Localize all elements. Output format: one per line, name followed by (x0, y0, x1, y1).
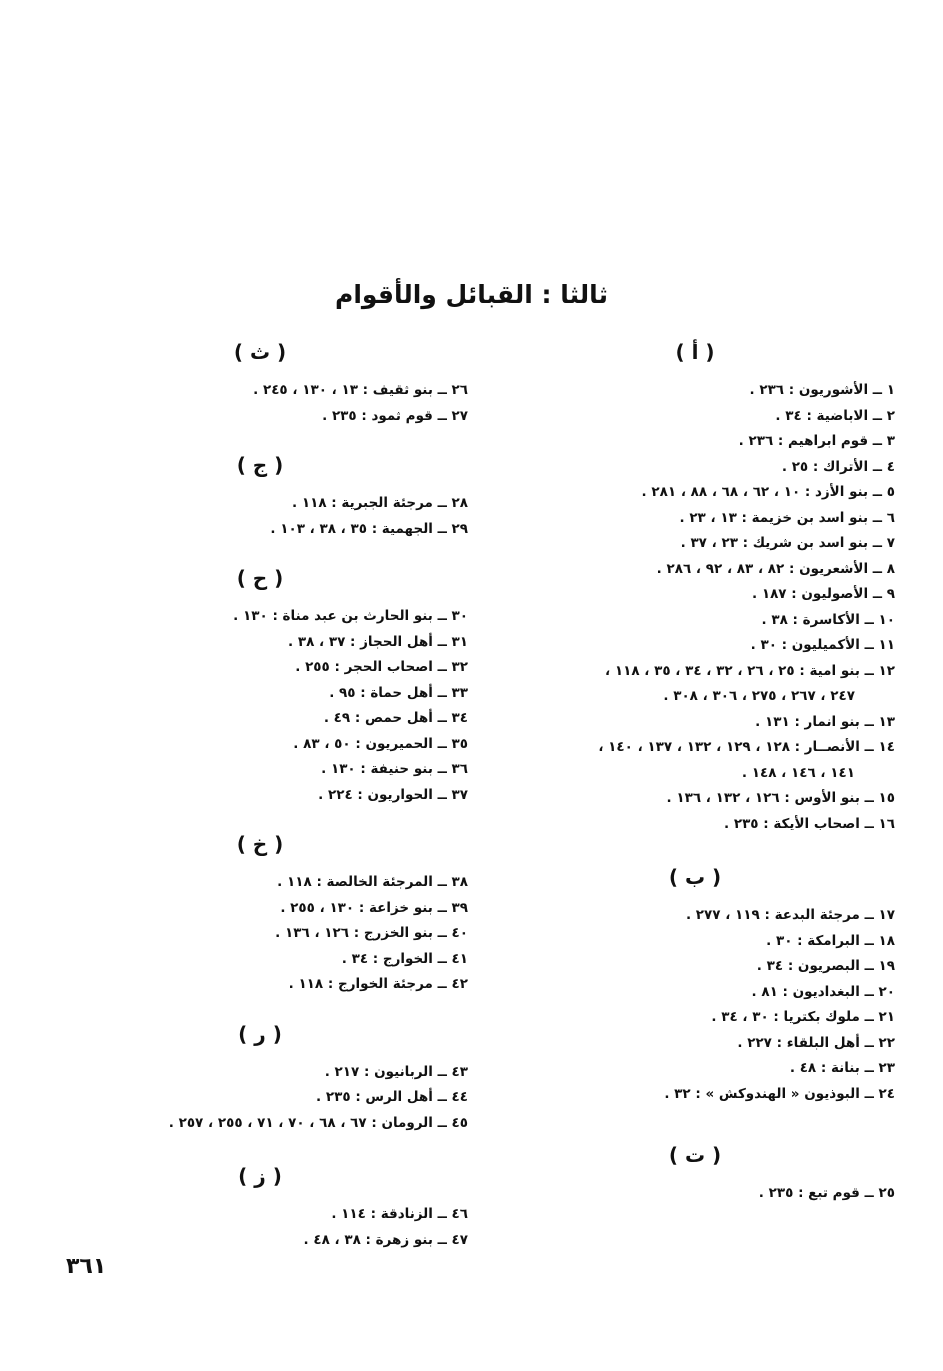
right-column (475, 340, 895, 1207)
index-entry: ٤١ ــ الخوارج : ٣٤ . (341, 950, 468, 967)
index-entry: ٣٦ ــ بنو حنيفة : ١٣٠ . (321, 761, 468, 777)
index-section (48, 1022, 468, 1137)
index-entry-continuation: ٢٤٧ ، ٢٦٧ ، ٢٧٥ ، ٣٠٦ ، ٣٠٨ . (663, 688, 855, 704)
index-entry: ٦ ــ بنو اسد بن خزيمة : ١٣ ، ٢٣ . (679, 509, 895, 526)
index-entry: ١٨ ــ البرامكة : ٣٠ . (766, 932, 895, 949)
index-entry: ١٦ ــ اصحاب الأيكة : ٢٣٥ . (723, 815, 895, 832)
index-entry: ٤٤ ــ أهل الرس : ٢٣٥ . (316, 1089, 468, 1105)
index-entry: ٤٧ ــ بنو زهرة : ٣٨ ، ٤٨ . (303, 1231, 468, 1248)
index-entry: ٣٩ ــ بنو خزاعة : ١٣٠ ، ٢٥٥ . (280, 899, 468, 916)
index-entry: ٣١ ــ أهل الحجاز : ٣٧ ، ٣٨ . (288, 633, 468, 650)
index-entry: ١٧ ــ مرجئة البدعة : ١١٩ ، ٢٧٧ . (685, 907, 895, 923)
index-entry: ٢٥ ــ قوم تبع : ٢٣٥ . (758, 1185, 895, 1201)
index-entry: ٩ ــ الأصوليون : ١٨٧ . (751, 586, 895, 602)
index-section (48, 832, 468, 998)
index-section (48, 566, 468, 808)
index-section (475, 865, 895, 1107)
section-letter: ( ز ) (238, 1164, 282, 1188)
section-letter: ( ث ) (233, 340, 287, 364)
index-section (48, 340, 468, 429)
index-entry: ٤٠ ــ بنو الخزرج : ١٢٦ ، ١٣٦ . (275, 925, 468, 941)
index-entry: ٢١ ــ ملوك بكتريا : ٣٠ ، ٣٤ . (711, 1009, 895, 1025)
index-entry: ١١ ــ الأكميليون : ٣٠ . (750, 637, 895, 653)
section-letter: ( ج ) (236, 453, 284, 477)
index-entry: ١٠ ــ الأكاسرة : ٣٨ . (761, 611, 895, 628)
section-letter: ( أ ) (675, 340, 715, 364)
index-entry: ٤٣ ــ الربانيون : ٢١٧ . (324, 1063, 468, 1080)
index-entry: ٣٧ ــ الحواريون : ٢٢٤ . (318, 786, 468, 803)
index-entry-continuation: ١٤١ ، ١٤٦ ، ١٤٨ . (741, 764, 855, 781)
index-entry: ١٣ ــ بنو انمار : ١٣١ . (755, 713, 895, 730)
page-title: ثالثا : القبائل والأقوام (335, 280, 608, 309)
page-number: ٣٦١ (66, 1254, 107, 1279)
index-entry: ٣٥ ــ الحميريون : ٥٠ ، ٨٣ . (293, 735, 468, 752)
index-entry: ١٥ ــ بنو الأوس : ١٢٦ ، ١٣٢ ، ١٣٦ . (666, 790, 895, 806)
index-entry: ٣٨ ــ المرجئة الخالصة : ١١٨ . (277, 874, 468, 890)
index-section (48, 453, 468, 542)
index-entry: ٢٢ ــ أهل البلقاء : ٢٢٧ . (737, 1034, 895, 1051)
section-letter: ( خ ) (236, 832, 284, 856)
index-section (475, 1143, 895, 1207)
index-entry: ٢ ــ الاباضية : ٣٤ . (775, 407, 895, 424)
index-entry: ٣٣ ــ أهل حماة : ٩٥ . (329, 684, 468, 701)
index-entry: ١٢ ــ بنو امية : ٢٥ ، ٢٦ ، ٣٢ ، ٣٤ ، ٣٥ ، ١١٨ ، (605, 662, 895, 679)
index-entry: ٨ ــ الأشعريون : ٨٢ ، ٨٣ ، ٩٢ ، ٢٨٦ . (656, 560, 895, 577)
index-entry: ٣٤ ــ أهل حمص : ٤٩ . (323, 710, 468, 726)
index-entry: ٢٣ ــ بنانة : ٤٨ . (789, 1060, 895, 1076)
section-letter: ( ب ) (668, 865, 722, 889)
index-section (48, 1164, 468, 1253)
left-column (48, 340, 468, 1253)
index-entry: ٣ ــ قوم ابراهيم : ٢٣٦ . (738, 433, 895, 449)
index-entry: ٢٧ ــ قوم ثمود : ٢٣٥ . (322, 407, 468, 424)
index-entry: ٢٠ ــ البغداديون : ٨١ . (751, 983, 895, 1000)
index-entry: ٣٠ ــ بنو الحارث بن عبد مناة : ١٣٠ . (233, 608, 468, 624)
index-entry: ٢٩ ــ الجهمية : ٣٥ ، ٣٨ ، ١٠٣ . (270, 520, 468, 537)
index-entry: ٣٢ ــ اصحاب الحجر : ٢٥٥ . (295, 659, 468, 675)
index-entry: ١ ــ الأشوريون : ٢٣٦ . (749, 382, 895, 398)
index-entry: ٤ ــ الأتراك : ٢٥ . (781, 458, 895, 475)
index-entry: ٢٤ ــ البوذيون « الهندوكش » : ٣٢ . (664, 1085, 895, 1102)
index-entry: ٤٦ ــ الزنادقة : ١١٤ . (331, 1206, 468, 1222)
section-letter: ( ت ) (668, 1143, 722, 1167)
index-section (475, 340, 895, 837)
index-entry: ٢٦ ــ بنو ثقيف : ١٣ ، ١٣٠ ، ٢٤٥ . (253, 382, 468, 398)
index-entry: ٢٨ ــ مرجئة الجبرية : ١١٨ . (292, 495, 468, 511)
index-entry: ٧ ــ بنو اسد بن شريك : ٢٣ ، ٣٧ . (680, 535, 895, 551)
index-entry: ٤٢ ــ مرجئة الخوارج : ١١٨ . (288, 976, 468, 992)
index-entry: ٥ ــ بنو الأزد : ١٠ ، ٦٢ ، ٦٨ ، ٨٨ ، ٢٨١ . (641, 484, 895, 500)
section-letter: ( ح ) (236, 566, 284, 590)
index-entry: ١٤ ــ الأنصــار : ١٢٨ ، ١٢٩ ، ١٣٢ ، ١٣٧ ، ١٤٠ ، (598, 739, 895, 755)
index-entry: ١٩ ــ البصريون : ٣٤ . (756, 958, 895, 974)
section-letter: ( ر ) (238, 1021, 282, 1046)
index-entry: ٤٥ ــ الرومان : ٦٧ ، ٦٨ ، ٧٠ ، ٧١ ، ٢٥٥ ، ٢٥٧ . (168, 1114, 468, 1131)
